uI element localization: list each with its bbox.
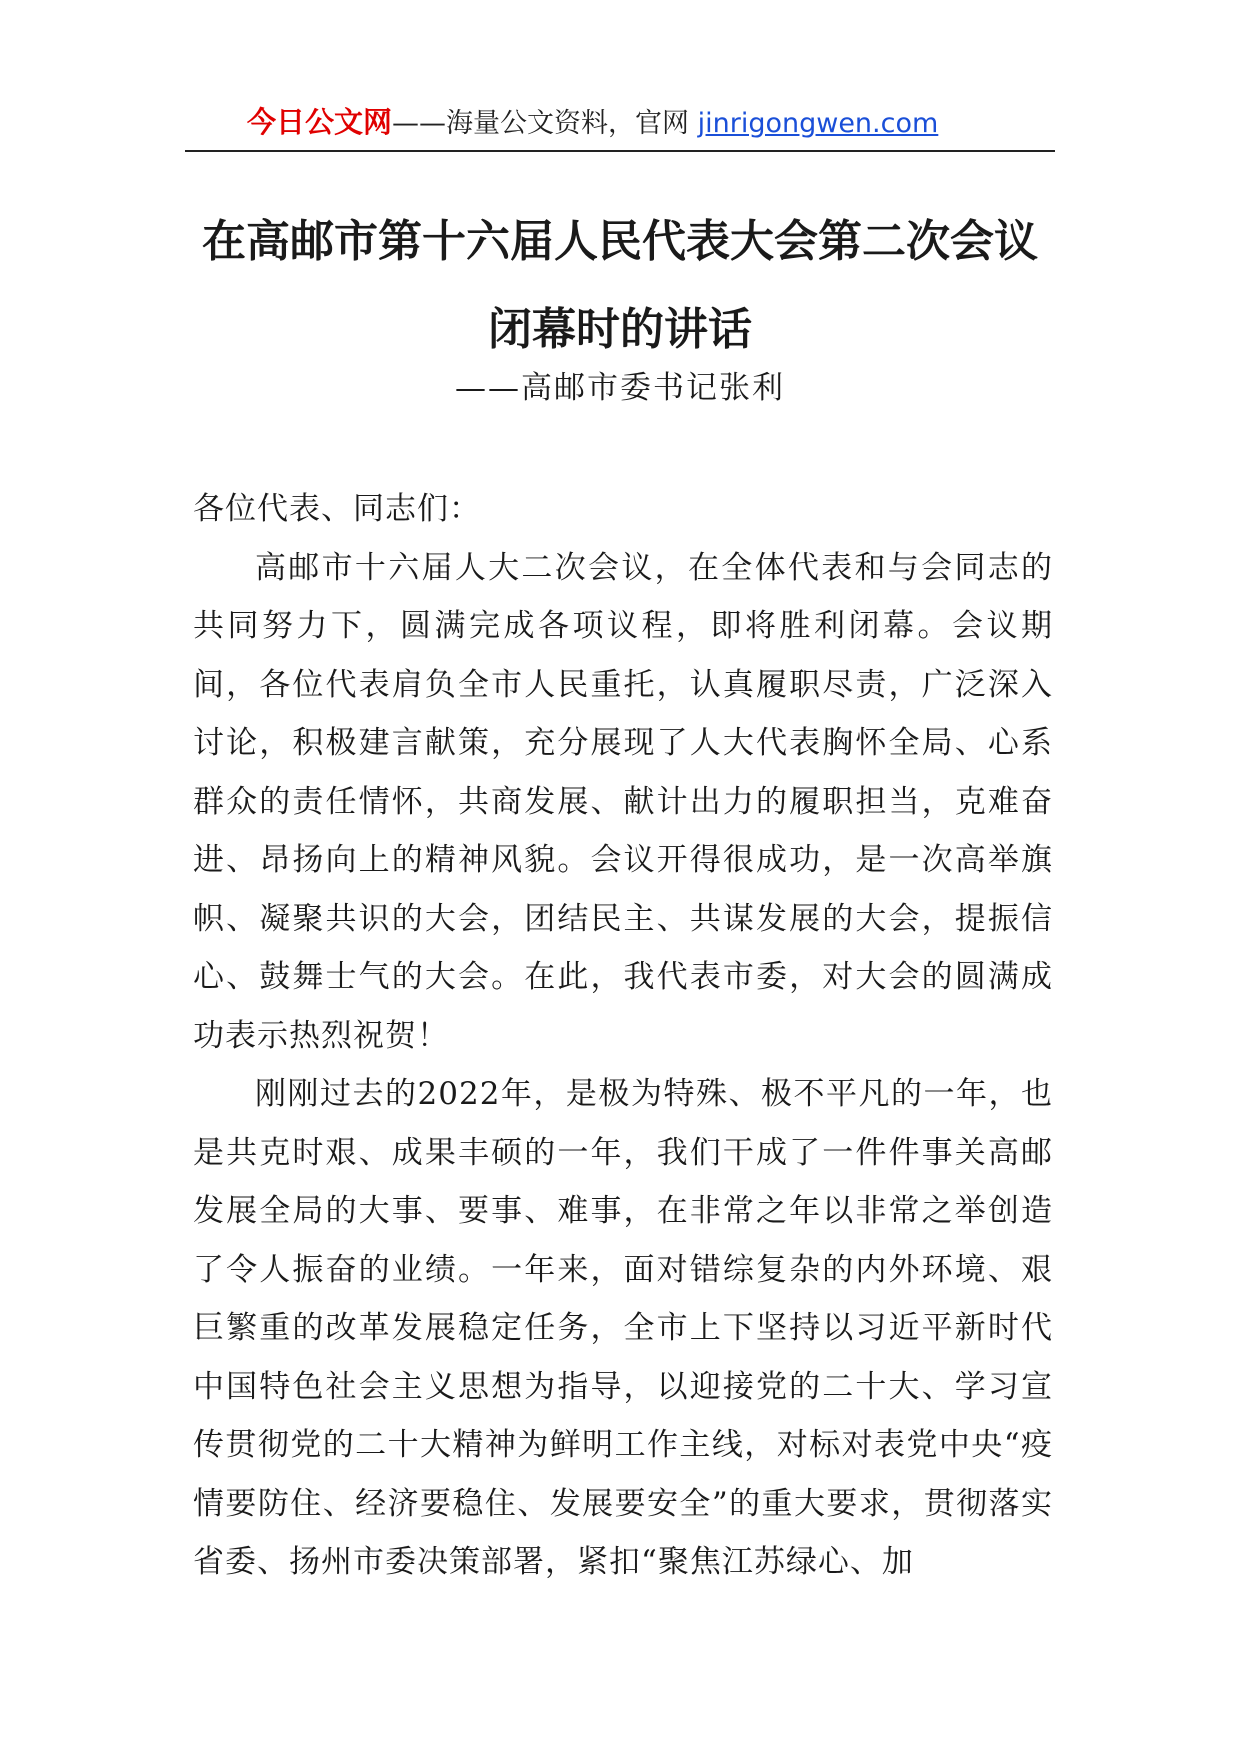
document-author: ——高邮市委书记张利 — [455, 370, 785, 406]
document-body — [193, 480, 1053, 1592]
site-tagline: ——海量公文资料，官网 — [392, 108, 698, 139]
site-brand[interactable]: 今日公文网 — [247, 105, 393, 139]
salutation: 各位代表、同志们： — [193, 491, 481, 527]
document-title: 在高邮市第十六届人民代表大会第二次会议闭幕时的讲话 — [202, 216, 1038, 355]
site-header — [185, 102, 1055, 152]
header-line — [247, 102, 938, 144]
paragraph: 刚刚过去的2022年，是极为特殊、极不平凡的一年，也是共克时艰、成果丰硕的一年，我们干成了一件件事关高邮发展全局的大事、要事、难事，在非常之年以非常之举创造了令人振奋的业绩。一年来，面对错综复杂的内外环境、艰巨繁重的改革发展稳定任务，全市上下坚持以习近平新时代中国特色社会主义思想为指导，以迎接党的二十大、学习宣传贯彻党的二十大精神为鲜明工作主线，对标对表党中央“疫情要防住、经济要稳住、发展要安全”的重大要求，贯彻落实省委、扬州市委决策部署，紧扣“聚焦江苏绿心、加 — [193, 1076, 1053, 1580]
paragraph: 高邮市十六届人大二次会议，在全体代表和与会同志的共同努力下，圆满完成各项议程，即将胜利闭幕。会议期间，各位代表肩负全市人民重托，认真履职尽责，广泛深入讨论，积极建言献策，充分展现了人大代表胸怀全局、心系群众的责任情怀，共商发展、献计出力的履职担当，克难奋进、昂扬向上的精神风貌。会议开得很成功，是一次高举旗帜、凝聚共识的大会，团结民主、共谋发展的大会，提振信心、鼓舞士气的大会。在此，我代表市委，对大会的圆满成功表示热烈祝贺！ — [193, 549, 1053, 1054]
site-link[interactable]: jinrigongwen.com — [697, 108, 939, 139]
